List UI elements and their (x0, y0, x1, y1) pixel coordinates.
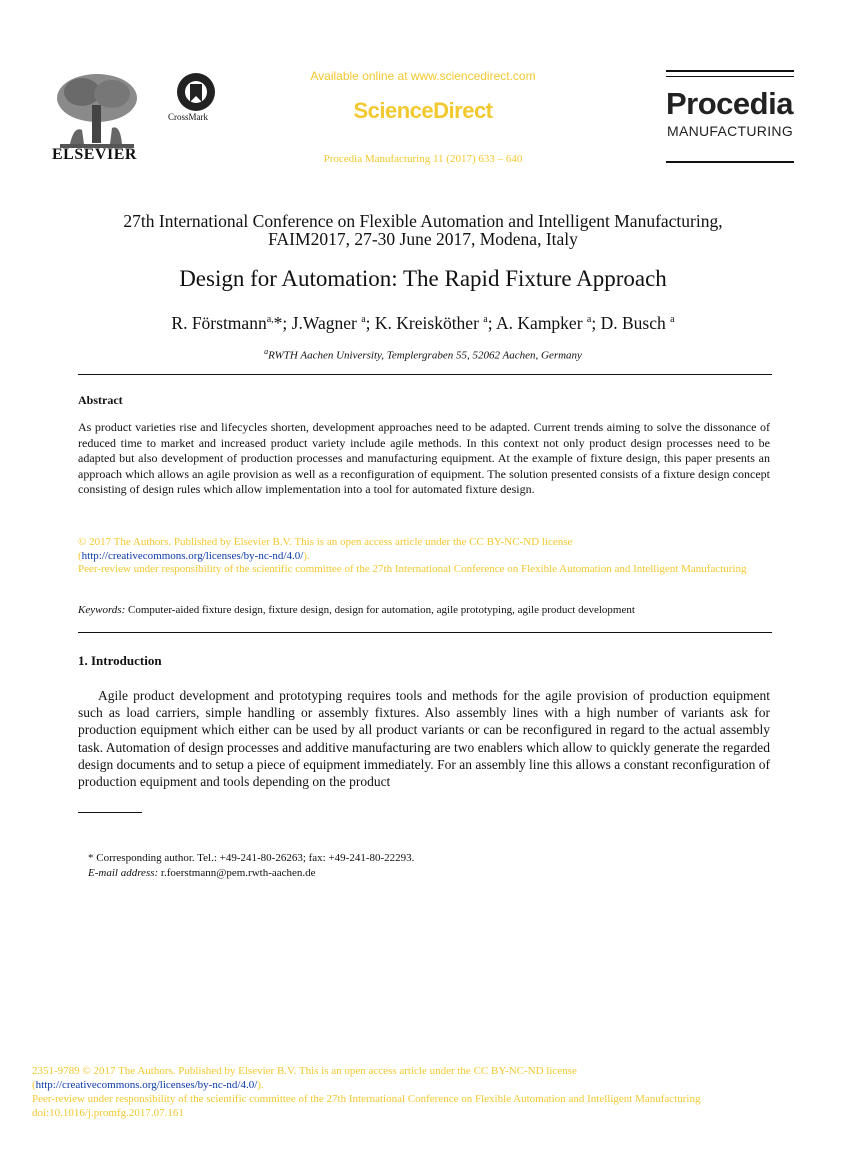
footer-copyright: 2351-9789 © 2017 The Authors. Published by Elsevier B.V. This is an open access article under the CC BY-NC-ND license (32, 1065, 577, 1077)
author: J.Wagner $^a$; (291, 313, 375, 333)
introduction-heading: 1. Introduction (78, 653, 162, 668)
author-list (80, 313, 766, 334)
crossmark-label: CrossMark (168, 112, 208, 122)
license-statement: © 2017 The Authors. Published by Elsevier B.V. This is an open access article under the CC BY-NC-ND license (78, 536, 573, 548)
footer-license-link[interactable]: http://creativecommons.org/licenses/by-nc-nd/4.0/ (35, 1079, 258, 1091)
author: A. Kampker $^a$; (496, 313, 601, 333)
available-online-link[interactable]: Available online at www.sciencedirect.com (310, 69, 536, 83)
publisher-name: ELSEVIER (52, 146, 137, 163)
introduction-text: Agile product development and prototyping requires tools and methods for the agile provision of production equipment such as load carriers, simple handling or assembly fixtures. Also assembly lines with a high number of variants ask for production equipment which either can be used by all product variants or can be reconfigured in regard to the actual assembly task. Automation of design processes and additive manufacturing are two enablers which allow to quickly generate the regarded design documents and to setup a piece of equipment immediately. For an assembly line this allows a constant reconfiguration of production equipment and tools depending on the product (78, 688, 770, 790)
author: D. Busch $^a$ (600, 313, 675, 333)
corresponding-author: * Corresponding author. Tel.: +49-241-80-26263; fax: +49-241-80-22293. (88, 852, 415, 864)
license-link[interactable]: http://creativecommons.org/licenses/by-nc-nd/4.0/ (81, 549, 304, 562)
affiliation: $^a$RWTH Aachen University, Templergraben 55, 52062 Aachen, Germany (264, 347, 582, 362)
conference-line-1: 27th International Conference on Flexible Automation and Intelligent Manufacturing, (123, 211, 723, 231)
keywords (78, 604, 635, 616)
keywords-label: Keywords: (78, 604, 126, 616)
brand-rule-top-thin (666, 76, 794, 77)
abstract-heading: Abstract (78, 393, 123, 407)
author: K. Kreisköther $^a$; (374, 313, 497, 333)
paper-title: Design for Automation: The Rapid Fixture Approach (179, 266, 667, 291)
footer-link-line: (http://creativecommons.org/licenses/by-nc-nd/4.0/). (32, 1079, 264, 1091)
author: R. Förstmann$^{a,}$*; (171, 313, 292, 333)
footer-peer-review: Peer-review under responsibility of the scientific committee of the 27th International Conference on Flexible Automation and Intelligent Manufacturing (32, 1093, 701, 1105)
conference-info (80, 212, 766, 248)
abstract-text: As product varieties rise and lifecycles shorten, development approaches need to be adapted. Current trends aiming to solve the dissonance of reduced time to market and increased product variety include agile methods. In this context not only product design processes need to be adapted but also development of production processes and manufacturing equipment. At the example of fixture design, this paper presents an approach which allows an agile provision as well as a reconfiguration of equipment. The solution presented consists of a fixture design concept consisting of design rules which allow implementation into a tool for automated fixture design. (78, 420, 770, 496)
conference-line-2: FAIM2017, 27-30 June 2017, Modena, Italy (268, 229, 578, 249)
footer-license (32, 1064, 822, 1120)
license-link-line: (http://creativecommons.org/licenses/by-nc-nd/4.0/). (78, 549, 310, 562)
section-divider (78, 374, 772, 375)
footnote (88, 851, 414, 881)
email-address[interactable]: r.foerstmann@pem.rwth-aachen.de (158, 867, 316, 879)
section-divider (78, 632, 772, 633)
journal-brand-title: Procedia (666, 86, 793, 121)
sciencedirect-logo[interactable]: ScienceDirect (353, 98, 493, 123)
peer-review-statement: Peer-review under responsibility of the scientific committee of the 27th International Conference on Flexible Automation and Intelligent Manufacturing (78, 563, 747, 575)
brand-rule-top (666, 70, 794, 72)
journal-brand-subtitle: MANUFACTURING (667, 123, 794, 139)
email-line: E-mail address: r.foerstmann@pem.rwth-aachen.de (88, 867, 316, 879)
license-block (78, 536, 770, 577)
keywords-list: Computer-aided fixture design, fixture design, design for automation, agile prototyping, agile product development (125, 604, 635, 616)
brand-rule-bottom (666, 161, 794, 163)
doi[interactable]: doi:10.1016/j.promfg.2017.07.161 (32, 1107, 184, 1119)
footnote-divider (78, 812, 142, 813)
journal-reference: Procedia Manufacturing 11 (2017) 633 – 640 (323, 153, 523, 165)
